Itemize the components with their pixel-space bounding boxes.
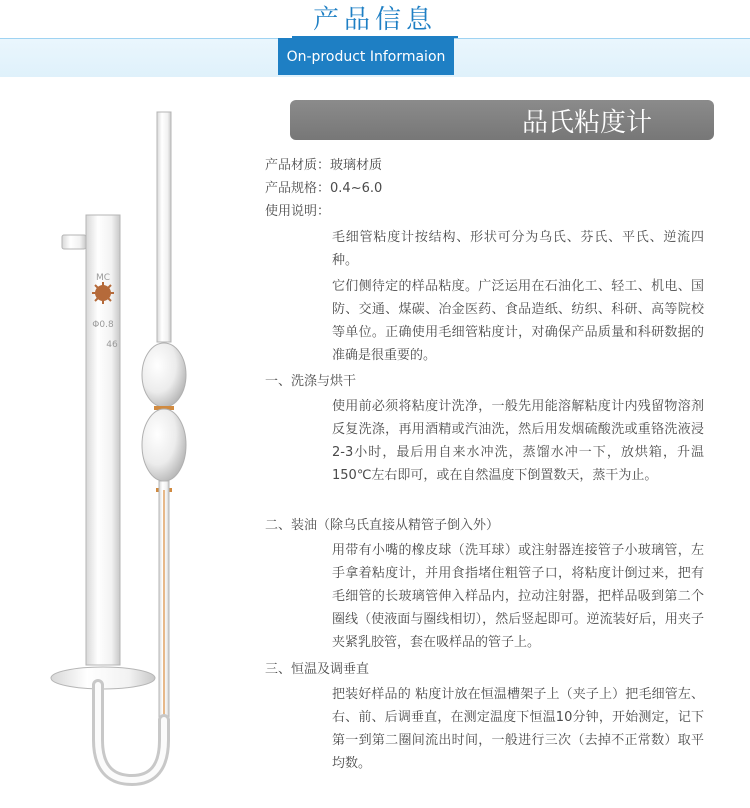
section-title: 产品信息: [312, 5, 437, 35]
product-title-bar: [290, 100, 714, 140]
logo-text: MC: [95, 273, 111, 283]
brand-logo-icon: [92, 282, 114, 304]
material-row: [265, 155, 715, 177]
section-subtitle: On-product Informaion: [278, 38, 454, 75]
material-value: 玻璃材质: [330, 158, 383, 173]
intro-paragraph-2: 它们侧待定的样品粘度。广泛运用在石油化工、轻工、机电、国防、交通、煤碳、冶金医药、食品造纸、纺织、科研、高等院校等单位。正确使用毛细管粘度计，对确保产品质量和科研数据的准确是很重要的。: [332, 279, 704, 363]
section-heading-temp: 三、恒温及调垂直: [265, 662, 370, 677]
material-label: 产品材质：: [265, 158, 331, 173]
section-body-oil: 用带有小嘴的橡皮球（洗耳球）或注射器连接管子小玻璃管，左手拿着粘度计，并用食指堵住粗管子口，将粘度计倒过来，把有毛细管的长玻璃管伸入样品内，拉动注射器，把样品吸到第二个圈线（使液面与圈线相切），然后竖起即可。逆流装好后，用夹子夹紧乳胶管，套在吸样品的管子上。: [332, 543, 704, 650]
spec-value: 0.4~6.0: [330, 181, 383, 196]
diameter-marking: Φ0.8: [92, 320, 114, 330]
viscometer-illustration: [40, 100, 190, 800]
product-name: 品氏粘度计: [521, 107, 652, 138]
serial-marking: 46: [106, 340, 118, 350]
section-heading-oil: 二、装油（除乌氏直接从精管子倒入外）: [265, 518, 500, 533]
spec-row: [265, 178, 715, 200]
intro-paragraph-1: 毛细管粘度计按结构、形状可分为乌氏、芬氏、平氏、逆流四种。: [332, 230, 704, 268]
usage-label: 使用说明：: [265, 204, 331, 219]
spec-label: 产品规格：: [265, 181, 331, 196]
section-body-temp: 把装好样品的 粘度计放在恒温槽架子上（夹子上）把毛细管左、右、前、后调垂直，在测定温度下恒温10分钟，开始测定，记下第一到第二圈间流出时间，一般进行三次（去掉不正常数）取平均数。: [332, 687, 704, 771]
section-body-wash: 使用前必须将粘度计洗净，一般先用能溶解粘度计内残留物溶剂反复洗涤，再用酒精或汽油洗，然后用发烟硫酸洗或重铬洗液浸2-3小时，最后用自来水冲洗，蒸馏水冲一下，放烘箱，升温150℃左右即可，或在自然温度下倒置数天，蒸干为止。: [332, 399, 704, 483]
section-heading-wash: 一、洗涤与烘干: [265, 374, 357, 389]
